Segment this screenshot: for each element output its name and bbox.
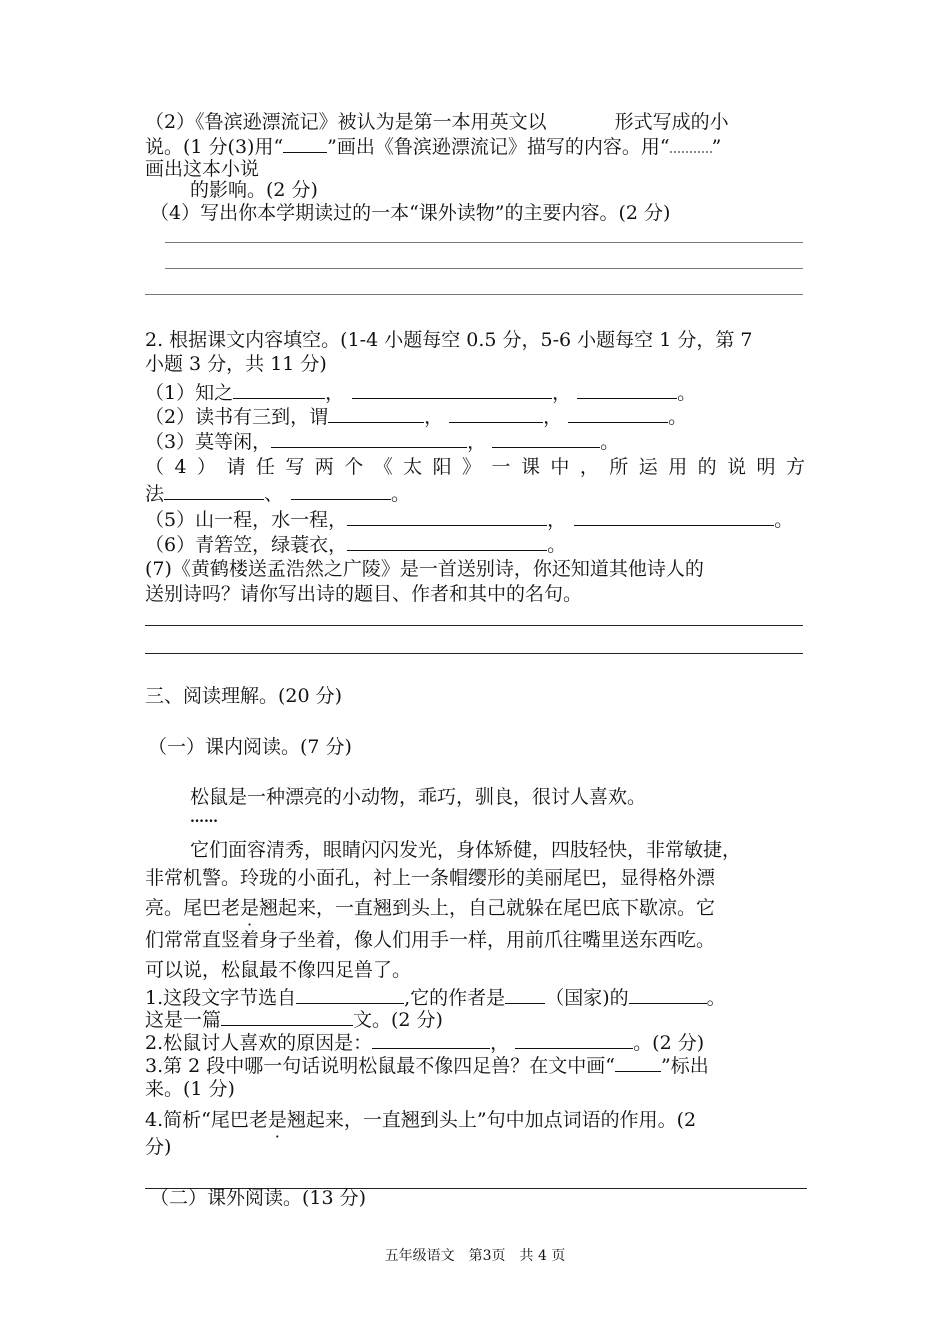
reading-q1-cont: 这是一篇 文。(2 分) bbox=[145, 1009, 443, 1031]
q2-item-4-cont: 法 、 。 bbox=[145, 483, 411, 505]
reading-q1: 1.这段文字节选自 ,它的作者是 （国家)的 。 bbox=[145, 987, 726, 1009]
passage-p2-line-3: 亮。尾巴老是翘起来，一直翘到头上，自己就躲在尾巴底下歇凉。它 bbox=[145, 897, 716, 919]
passage-ellipsis: …… bbox=[190, 810, 218, 826]
q1-line-5: 的影响。(2 分) bbox=[190, 179, 318, 201]
section-3-sub-2: （二）课外阅读。(13 分) bbox=[150, 1187, 367, 1209]
q2-title-1: 2. 根据课文内容填空。(1-4 小题每空 0.5 分，5-6 小题每空 1 分，第 7 bbox=[145, 329, 753, 351]
passage-p2-line-2: 非常机警。玲珑的小面孔，衬上一条帽缨形的美丽尾巴，显得格外漂 bbox=[145, 867, 716, 889]
q2-item-1: （1）知之 ， ， 。 bbox=[145, 382, 697, 404]
passage-p2-line-1: 它们面容清秀，眼睛闪闪发光，身体矫健，四肢轻快，非常敏捷， bbox=[190, 839, 742, 861]
q2-item-7: (7)《黄鹤楼送孟浩然之广陵》是一首送别诗，你还知道其他诗人的 bbox=[145, 558, 704, 580]
q2-item-3: （3）莫等闲， ， 。 bbox=[145, 431, 620, 453]
page-footer: 五年级语文 第3页 共 4 页 bbox=[384, 1248, 566, 1264]
wavy-line-sample bbox=[670, 139, 712, 153]
q2-item-4: （4）请任写两个《太阳》一课中，所运用的说明方 bbox=[145, 456, 805, 478]
reading-q4: 4.简析“尾巴老是翘起来，一直翘到头上”句中加点词语的作用。(2 bbox=[145, 1109, 697, 1131]
q1-line-4: 画出这本小说 bbox=[145, 158, 260, 180]
q2-title-2: 小题 3 分，共 11 分) bbox=[145, 353, 327, 375]
answer-line[interactable] bbox=[165, 268, 803, 269]
answer-line[interactable] bbox=[145, 625, 803, 626]
reading-q3: 3.第 2 段中哪一句话说明松鼠最不像四足兽？在文中画“ ”标出 bbox=[145, 1055, 709, 1077]
answer-line[interactable] bbox=[145, 653, 803, 654]
q1-line-3: 说。(1 分(3)用“ ”画出《鲁滨逊漂流记》描写的内容。用“ ” bbox=[145, 136, 722, 158]
section-3-sub-1: （一）课内阅读。(7 分) bbox=[148, 736, 352, 758]
q2-item-5: （5）山一程，水一程， ， 。 bbox=[145, 509, 794, 531]
reading-q4-cont: 分) bbox=[145, 1136, 172, 1158]
answer-line[interactable] bbox=[165, 242, 803, 243]
passage-p2-line-4: 们常常直竖着身子坐着，像人们用手一样，用前爪往嘴里送东西吃。 bbox=[145, 929, 716, 951]
passage-p1: 松鼠是一种漂亮的小动物，乖巧，驯良，很讨人喜欢。 bbox=[190, 786, 647, 808]
q2-item-7-cont: 送别诗吗？请你写出诗的题目、作者和其中的名句。 bbox=[145, 583, 583, 605]
section-3-title: 三、阅读理解。(20 分) bbox=[145, 685, 343, 707]
q2-item-2: （2）读书有三到，谓 ， ， 。 bbox=[145, 406, 688, 428]
reading-q3-cont: 来。(1 分) bbox=[145, 1078, 235, 1100]
q1-line-2: （2）《鲁滨逊漂流记》被认为是第一本用英文以 形式写成的小 bbox=[145, 111, 729, 133]
q1-line-6: （4）写出你本学期读过的一本“课外读物”的主要内容。(2 分) bbox=[150, 202, 671, 224]
q2-item-6: （6）青箬笠，绿蓑衣， 。 bbox=[145, 534, 567, 556]
passage-p2-line-5: 可以说，松鼠最不像四足兽了。 bbox=[145, 959, 412, 981]
answer-line[interactable] bbox=[145, 294, 803, 295]
underline-sample bbox=[283, 134, 327, 153]
reading-q2: 2.松鼠讨人喜欢的原因是： ， 。(2 分) bbox=[145, 1032, 705, 1054]
